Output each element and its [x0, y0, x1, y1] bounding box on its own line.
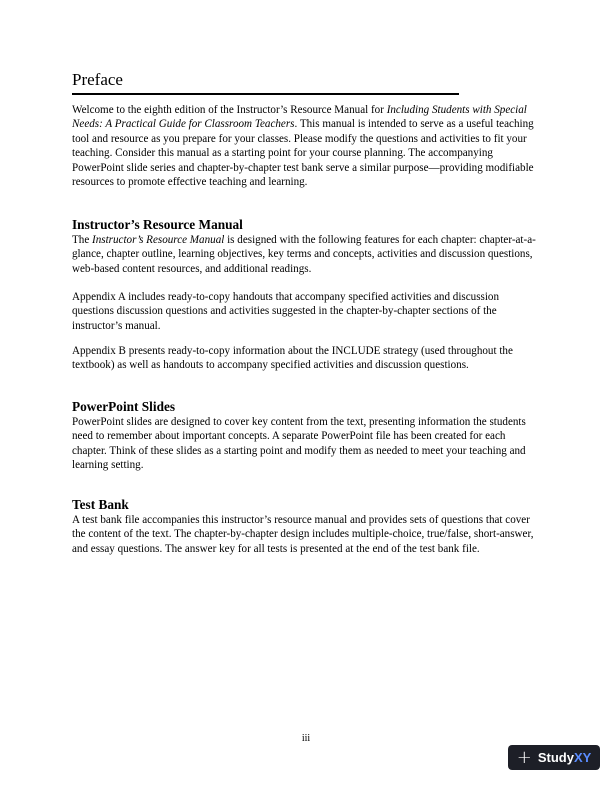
- intro-text-2: . This manual is intended to serve as a useful teaching tool and resource as you prepare for your classes. Please modify the questions and activities to fit your teaching. Consider this manual as a starting point for your course planning. The accompanying PowerPoint slide series and chapter-by-chapter test bank serve a similar purpose—providing modifiable resources to promote effective teaching and learning.: [72, 118, 534, 189]
- brand-study: Study: [537, 750, 574, 765]
- title-rule: [72, 93, 459, 95]
- book-title: Including Students with Special Needs: A Practical Guide for Classroom Teachers: [72, 104, 527, 131]
- intro-text-1: Welcome to the eighth edition of the Instructor’s Resource Manual for: [72, 104, 387, 116]
- ppt-paragraph: PowerPoint slides are designed to cover key content from the text, presenting information the students need to remember about important concepts. A separate PowerPoint file has been created for each chapter. Think of these slides as a starting point and modify them as needed to meet your teaching and learning setting.: [72, 416, 526, 472]
- irm-paragraph-3: Appendix B presents ready-to-copy information about the INCLUDE strategy (used throughout the textbook) as well as handouts to accompany specified activities and discussion questions.: [72, 345, 513, 372]
- testbank-heading: Test Bank: [72, 497, 129, 512]
- studyxy-watermark[interactable]: [508, 745, 600, 770]
- irm-paragraph-2: Appendix A includes ready-to-copy handouts that accompany specified activities and discussion questions discussion questions and activities suggested in the chapter-by-chapter sections of the instructor’s manual.: [72, 291, 500, 332]
- page-title: Preface: [72, 70, 123, 89]
- irm-paragraph-1: [72, 233, 542, 276]
- plus-icon: +: [516, 746, 532, 768]
- intro-paragraph: [72, 103, 542, 189]
- ppt-heading: PowerPoint Slides: [72, 399, 176, 414]
- irm-text-pre: The: [72, 234, 93, 246]
- testbank-paragraph: A test bank file accompanies this instructor’s resource manual and provides sets of questions that cover the content of the text. The chapter-by-chapter design includes multiple-choice, true/false, short-answer, and essay questions. The answer key for all tests is presented at the end of the test bank file.: [72, 514, 534, 555]
- irm-italic-title: Instructor’s Resource Manual: [92, 234, 225, 246]
- studyxy-logo-text: [538, 750, 591, 765]
- brand-xy: XY: [573, 750, 592, 765]
- irm-text-post: is designed with the following features for each chapter: chapter-at-a-glance, chapter outline, learning objectives, key terms and concepts, activities and discussion questions, web-based content resources, and additional readings.: [72, 234, 536, 275]
- irm-heading: Instructor’s Resource Manual: [72, 217, 243, 232]
- page-number: iii: [301, 733, 311, 744]
